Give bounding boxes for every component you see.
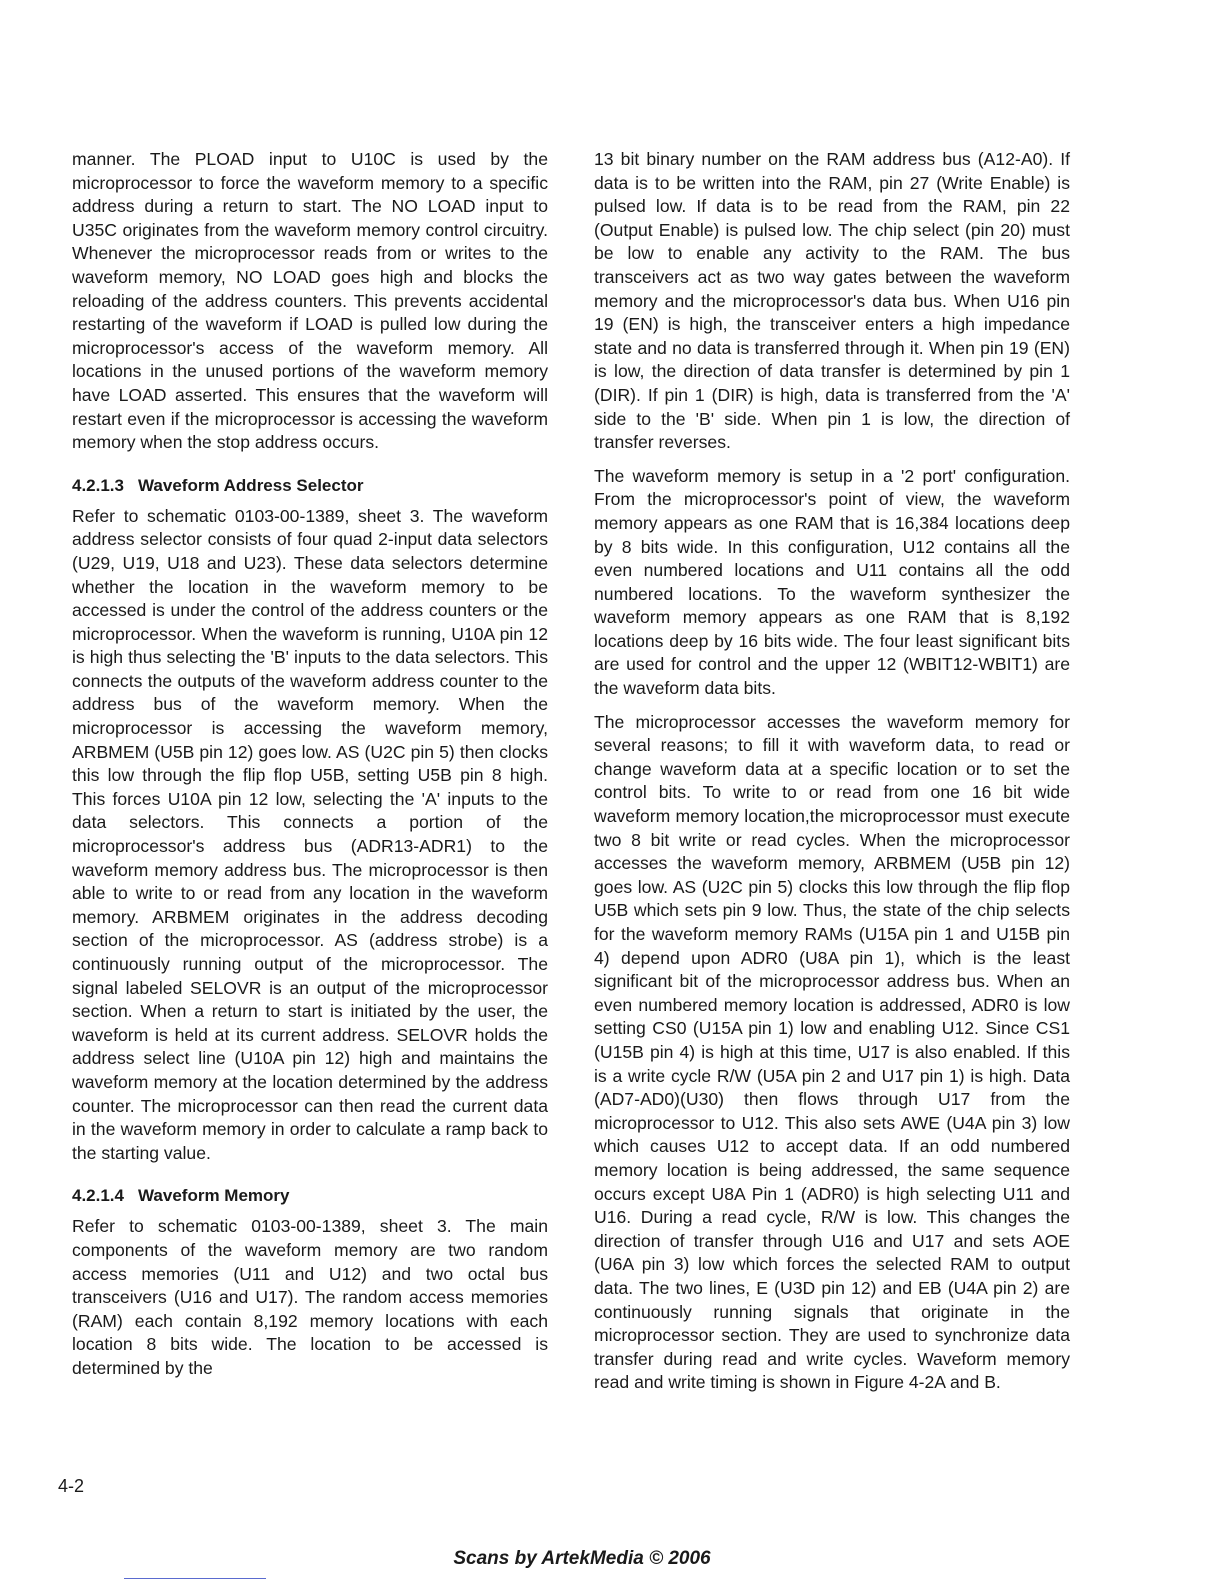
section-number: 4.2.1.4 <box>72 1186 124 1206</box>
section-number: 4.2.1.3 <box>72 475 124 495</box>
body-paragraph: 13 bit binary number on the RAM address bus (A12-A0). If data is to be written into the RAM, pin 27 (Write Enable) is pulsed low. If data is to be read from the RAM, pin 22 (Output Enable) is pulsed low. The chip select (pin 20) must be low to enable any activity to the RAM. The bus transceivers act as two way gates between the waveform memory and the microprocessor's data bus. When U16 pin 19 (EN) is high, the transceiver enters a high impedance state and no data is transferred through it. When pin 19 (EN) is low, the direction of data transfer is determined by pin 1 (DIR). If pin 1 (DIR) is high, data is transferred from the 'A' side to the 'B' side. When pin 1 is low, the direction of transfer reverses. <box>594 149 1070 453</box>
section-title: Waveform Memory <box>138 1186 290 1206</box>
footer-rule <box>124 1578 266 1579</box>
section-title: Waveform Address Selector <box>138 475 364 495</box>
body-paragraph: Refer to schematic 0103-00-1389, sheet 3. The waveform address selector consists of four quad 2-input data selectors (U29, U19, U18 and U23). These data selectors determine whether the location in the waveform memory to be accessed is under the control of the address counters or the microprocessor. When the waveform is running, U10A pin 12 is high thus selecting the 'B' inputs to the data selectors. This connects the outputs of the waveform address counter to the address bus of the waveform memory. When the microprocessor is accessing the waveform memory, ARBMEM (U5B pin 12) goes low. AS (U2C pin 5) then clocks this low through the flip flop U5B, setting U5B pin 8 high. This forces U10A pin 12 low, selecting the 'A' inputs to the data selectors. This connects a portion of the microprocessor's address bus (ADR13-ADR1) to the waveform memory address bus. The microprocessor is then able to write to or read from any location in the waveform memory. ARBMEM originates in the address decoding section of the microprocessor. AS (address strobe) is a continuously running output of the microprocessor. The signal labeled SELOVR is an output of the microprocessor section. When a return to start is initiated by the user, the waveform is held at its current address. SELOVR holds the address select line (U10A pin 12) high and maintains the waveform memory at the location determined by the address counter. The microprocessor can then read the current data in the waveform memory in order to calculate a ramp back to the starting value. <box>72 505 548 1163</box>
page-number: 4-2 <box>58 1476 85 1496</box>
body-paragraph: Refer to schematic 0103-00-1389, sheet 3. The main components of the waveform memory are two random access memories (U11 and U12) and two octal bus transceivers (U16 and U17). The random access memories (RAM) each contain 8,192 memory locations with each location 8 bits wide. The location to be accessed is determined by the <box>72 1216 548 1378</box>
body-paragraph: The waveform memory is setup in a '2 port' configuration. From the microprocessor's point of view, the waveform memory appears as one RAM that is 16,384 locations deep by 8 bits wide. In this configuration, U12 contains all the even numbered locations and U11 contains all the odd numbered locations. To the waveform synthesizer the waveform memory appears as one RAM that is 8,192 locations deep by 16 bits wide. The four least significant bits are used for control and the upper 12 (WBIT12-WBIT1) are the waveform data bits. <box>594 465 1070 699</box>
right-column <box>594 148 1070 1405</box>
left-column <box>72 148 548 1391</box>
body-paragraph: The microprocessor accesses the waveform memory for several reasons; to fill it with waveform data, to read or change waveform data at a specific location or to set the control bits. To write to or read from one 16 bit wide waveform memory location,the microprocessor must execute two 8 bit write or read cycles. When the microprocessor accesses the waveform memory, ARBMEM (U5B pin 12) goes low. AS (U2C pin 5) clocks this low through the flip flop U5B which sets pin 9 low. Thus, the state of the chip selects for the waveform memory RAMs (U15A pin 1 and U15B pin 4) depend upon ADR0 (U8A pin 1), which is the least significant bit of the microprocessor address bus. When an even numbered memory location is addressed, ADR0 is low setting CS0 (U15A pin 1) low and enabling U12. Since CS1 (U15B pin 4) is high at this time, U17 is also enabled. If this is a write cycle R/W (U5A pin 2 and U17 pin 1) is high. Data (AD7-AD0)(U30) then flows through U17 from the microprocessor to U12. This also sets AWE (U4A pin 3) low which causes U12 to accept data. If an odd numbered memory location is being addressed, the same sequence occurs except U8A Pin 1 (ADR0) is high selecting U11 and U16. During a read cycle, R/W is low. This changes the direction of transfer through U16 and U17 and sets AOE (U6A pin 3) low which forces the selected RAM to output data. The two lines, E (U3D pin 12) and EB (U4A pin 2) are continuously running signals that originate in the microprocessor section. They are used to synchronize data transfer during read and write cycles. Waveform memory read and write timing is shown in Figure 4-2A and B. <box>594 711 1070 1393</box>
body-paragraph: manner. The PLOAD input to U10C is used by the microprocessor to force the waveform memory to a specific address during a return to start. The NO LOAD input to U35C originates from the waveform memory control circuitry. Whenever the microprocessor reads from or writes to the waveform memory, NO LOAD goes high and blocks the reloading of the address counters. This prevents accidental restarting of the waveform if LOAD is pulled low during the microprocessor's access of the waveform memory. All locations in the unused portions of the waveform memory have LOAD asserted. This ensures that the waveform will restart even if the microprocessor is accessing the waveform memory when the stop address occurs. <box>72 149 548 453</box>
scan-credit: Scans by ArtekMedia © 2006 <box>453 1548 711 1569</box>
section-heading <box>72 1185 548 1207</box>
section-heading <box>72 475 548 497</box>
